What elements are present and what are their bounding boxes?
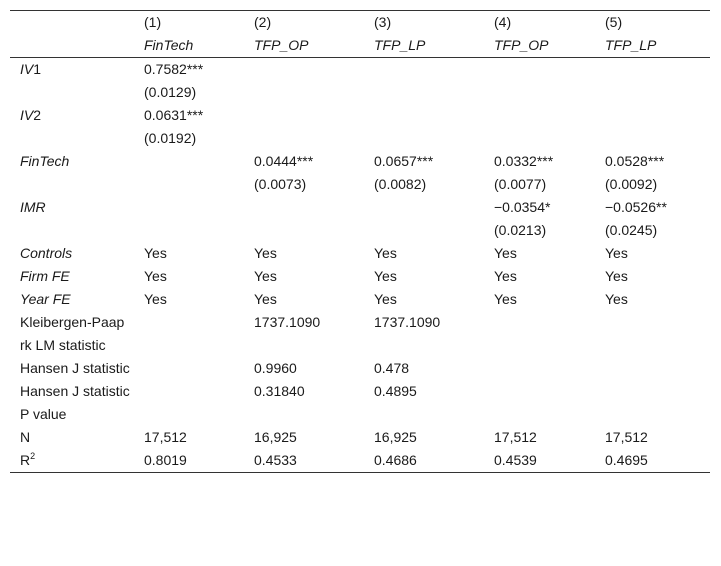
row-label-variable: FinTech [20, 153, 70, 169]
table-cell: 0.4895 [374, 383, 417, 399]
row-label-variable: IV [20, 107, 34, 123]
row-label-text: Hansen J statistic P value [20, 383, 130, 422]
table-cell: (0.0213) [494, 222, 547, 238]
table-cell: Yes [605, 245, 628, 261]
table-cell [134, 196, 244, 219]
table-cell: 0.0528*** [605, 153, 665, 169]
table-cell: Yes [144, 268, 167, 284]
table-cell: (0.0192) [144, 130, 197, 146]
table-cell: 0.0444*** [254, 153, 314, 169]
table-cell: Yes [494, 245, 517, 261]
row-label-variable: Firm FE [20, 268, 70, 284]
table-cell [364, 58, 484, 82]
table-cell: Yes [494, 291, 517, 307]
row-label-text: Kleibergen-Paap rk LM statistic [20, 314, 125, 353]
table-row-iv1-se [10, 81, 710, 104]
table-cell: 0.8019 [144, 452, 187, 468]
row-label [10, 265, 134, 288]
table-cell: Yes [144, 291, 167, 307]
table-cell [364, 219, 484, 242]
table-row-hansen-j [10, 357, 710, 380]
table-cell: 0.7582*** [144, 61, 204, 77]
table-row-firm-fe [10, 265, 710, 288]
table-row-imr-se [10, 219, 710, 242]
table-cell: Yes [605, 291, 628, 307]
table-row-fintech-se [10, 173, 710, 196]
table-cell [364, 81, 484, 104]
table-cell [595, 380, 710, 426]
row-label [10, 81, 134, 104]
table-cell: 0.4533 [254, 452, 297, 468]
row-label [10, 449, 134, 473]
table-cell [134, 357, 244, 380]
dependent-variable: TFP_LP [595, 34, 710, 58]
row-label [10, 357, 134, 380]
table-cell: Yes [254, 291, 277, 307]
row-label-text: Hansen J statistic [20, 360, 130, 376]
table-cell [134, 150, 244, 173]
table-row-imr [10, 196, 710, 219]
table-row-r2 [10, 449, 710, 473]
table-cell: 0.0332*** [494, 153, 554, 169]
column-number: (3) [374, 14, 392, 30]
table-cell: (0.0092) [605, 176, 658, 192]
table-cell: −0.0526** [605, 199, 667, 215]
table-cell [595, 81, 710, 104]
header-blank [10, 11, 134, 35]
row-label [10, 426, 134, 449]
table-header [10, 11, 710, 58]
table-cell: 0.0657*** [374, 153, 434, 169]
dependent-variable: TFP_OP [244, 34, 364, 58]
table-cell [595, 58, 710, 82]
table-cell: (0.0082) [374, 176, 427, 192]
table-cell: 0.478 [374, 360, 410, 376]
table-cell: 16,925 [374, 429, 417, 445]
table-cell: 1737.1090 [254, 314, 321, 330]
table-row-iv2 [10, 104, 710, 127]
column-number: (1) [144, 14, 162, 30]
table-row-fintech [10, 150, 710, 173]
table-cell: 17,512 [494, 429, 537, 445]
table-cell [134, 173, 244, 196]
table-cell [244, 81, 364, 104]
table-cell [364, 104, 484, 127]
row-label-variable: Controls [20, 245, 73, 261]
table-cell [244, 104, 364, 127]
table-cell [484, 81, 595, 104]
regression-table [10, 10, 710, 473]
row-label-text: R [20, 452, 31, 468]
table-cell: Yes [374, 268, 397, 284]
table-cell [595, 311, 710, 357]
row-label [10, 288, 134, 311]
table-cell [244, 196, 364, 219]
table-cell: Yes [374, 291, 397, 307]
table-cell: (0.0077) [494, 176, 547, 192]
header-blank [10, 34, 134, 58]
table-cell: Yes [144, 245, 167, 261]
table-cell: 1737.1090 [374, 314, 441, 330]
row-label [10, 104, 134, 127]
table-cell [595, 104, 710, 127]
table-cell: Yes [374, 245, 397, 261]
table-row-year-fe [10, 288, 710, 311]
table-cell: 17,512 [605, 429, 648, 445]
table-cell [484, 104, 595, 127]
table-cell [595, 357, 710, 380]
table-cell: 0.4695 [605, 452, 648, 468]
table-cell: 0.9960 [254, 360, 297, 376]
table-cell: Yes [605, 268, 628, 284]
row-label [10, 150, 134, 173]
table-cell [134, 219, 244, 242]
dependent-variable-row [10, 34, 710, 58]
row-label-superscript: 2 [30, 451, 36, 461]
column-number: (5) [605, 14, 623, 30]
row-label-text: 1 [33, 61, 42, 77]
table-cell [484, 380, 595, 426]
table-cell [595, 127, 710, 150]
table-cell [244, 58, 364, 82]
table-cell [484, 311, 595, 357]
column-number: (4) [494, 14, 512, 30]
table-cell: 0.4686 [374, 452, 417, 468]
row-label [10, 242, 134, 265]
table-cell: Yes [254, 268, 277, 284]
dependent-variable: TFP_LP [364, 34, 484, 58]
table-cell: 0.31840 [254, 383, 305, 399]
table-cell [244, 219, 364, 242]
table-cell [364, 127, 484, 150]
column-number: (2) [254, 14, 272, 30]
table-cell: 0.0631*** [144, 107, 204, 123]
table-row-kp-lm [10, 311, 710, 357]
row-label [10, 311, 134, 357]
table-cell: (0.0129) [144, 84, 197, 100]
table-row-controls [10, 242, 710, 265]
row-label [10, 219, 134, 242]
table-cell: 0.4539 [494, 452, 537, 468]
table-body [10, 58, 710, 473]
row-label [10, 58, 134, 82]
table-cell [134, 380, 244, 426]
row-label-variable: Year FE [20, 291, 71, 307]
table-cell [244, 127, 364, 150]
row-label-text: 2 [33, 107, 42, 123]
table-row-iv1 [10, 58, 710, 82]
row-label-variable: IV [20, 61, 34, 77]
table-row-hansen-p [10, 380, 710, 426]
table-cell: Yes [494, 268, 517, 284]
table-cell [364, 196, 484, 219]
row-label-text: N [20, 429, 31, 445]
dependent-variable: TFP_OP [484, 34, 595, 58]
row-label-variable: IMR [20, 199, 46, 215]
table-cell: (0.0245) [605, 222, 658, 238]
column-number-row [10, 11, 710, 35]
table-row-iv2-se [10, 127, 710, 150]
table-cell [484, 127, 595, 150]
table-row-n [10, 426, 710, 449]
table-cell: Yes [254, 245, 277, 261]
dependent-variable: FinTech [134, 34, 244, 58]
table-cell: −0.0354* [494, 199, 551, 215]
row-label [10, 380, 134, 426]
table-cell [484, 58, 595, 82]
row-label [10, 173, 134, 196]
table-cell [134, 311, 244, 357]
row-label [10, 196, 134, 219]
row-label [10, 127, 134, 150]
table-cell: (0.0073) [254, 176, 307, 192]
table-cell: 17,512 [144, 429, 187, 445]
table-cell: 16,925 [254, 429, 297, 445]
table-cell [484, 357, 595, 380]
